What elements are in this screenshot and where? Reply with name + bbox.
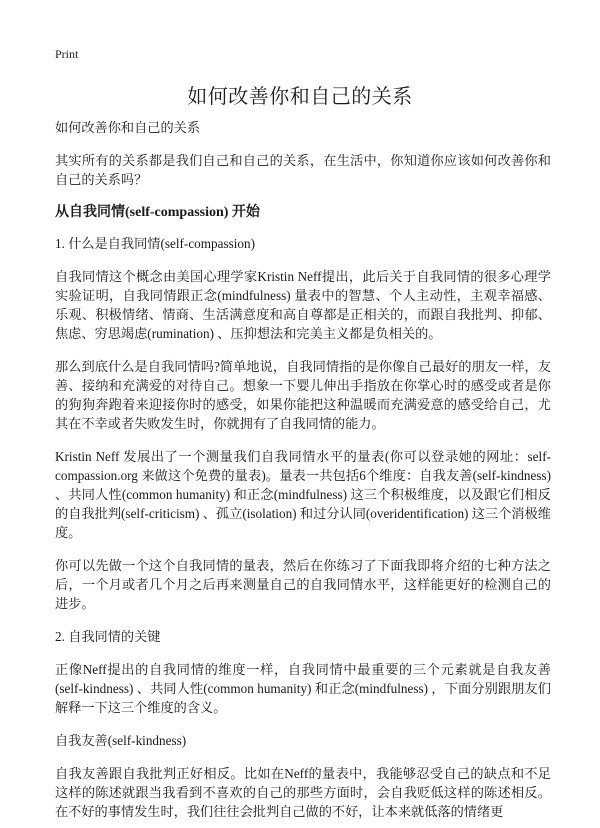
paragraph-2: 那么到底什么是自我同情吗?简单地说，自我同情指的是你像自己最好的朋友一样，友善、接纳和充满爱的对待自己。想象一下婴儿伸出手指放在你掌心时的感受或者是你的狗狗奔跑着来迎接你时的感受，如果你能把这种温暖而充满爱意的感受给自己，尤其在不幸或者失败发生时，你就拥有了自我同情的能力。 — [55, 359, 551, 431]
paragraph-5: 正像Neff提出的自我同情的维度一样，自我同情中最重要的三个元素就是自我友善(self-kindness) 、共同人性(common humanity) 和正念(mindfulness) ，下面分别跟朋友们解释一下这三个维度的含义。 — [55, 662, 551, 715]
section-heading: 从自我同情(self-compassion) 开始 — [55, 205, 260, 220]
paragraph-4: 你可以先做一个这个自我同情的量表，然后在你练习了下面我即将介绍的七种方法之后，一个月或者几个月之后再来测量自己的自我同情水平，这样能更好的检测自己的进步。 — [55, 558, 551, 611]
paragraph-1: 自我同情这个概念由美国心理学家Kristin Neff提出，此后关于自我同情的很多心理学实验证明，自我同情跟正念(mindfulness) 量表中的智慧、个人主动性，主观幸福感、乐观、积极情绪、情商、生活满意度和高自尊都是正相关的，而跟自我批判、抑郁、焦虑、穷思竭虑(rumination) 、压抑想法和完美主义都是负相关的。 — [55, 269, 551, 341]
subsection-title-2: 2. 自我同情的关键 — [55, 629, 161, 644]
page-title: 如何改善你和自己的关系 — [187, 86, 413, 108]
intro-paragraph: 其实所有的关系都是我们自己和自己的关系，在生活中，你知道你应该如何改善你和自己的关系吗？ — [55, 153, 551, 187]
subsection-title-3: 自我友善(self-kindness) — [55, 733, 187, 748]
article-body — [55, 118, 551, 828]
paragraph-6: 自我友善跟自我批判正好相反。比如在Neff的量表中，我能够忍受自己的缺点和不足这样的陈述就跟当我看到不喜欢的自己的那些方面时，会自我贬低这样的陈述相反。在不好的事情发生时，我们往往会批判自己做的不好，让本来就低落的情绪更 — [55, 766, 551, 819]
subsection-title-1: 1. 什么是自我同情(self-compassion) — [55, 236, 255, 251]
intro-heading: 如何改善你和自己的关系 — [55, 120, 201, 135]
print-link[interactable]: Print — [55, 47, 79, 61]
paragraph-3: Kristin Neff 发展出了一个测量我们自我同情水平的量表(你可以登录她的网址：self-compassion.org 来做这个免费的量表)。量表一共包括6个维度：自我友善(self-kindness) 、共同人性(common humanity) 和正念(mindfulness) 这三个积极维度，以及跟它们相反的自我批判(self-criticism) 、孤立(isolation) 和过分认同(overidentification) 这三个消极维度。 — [55, 449, 551, 540]
